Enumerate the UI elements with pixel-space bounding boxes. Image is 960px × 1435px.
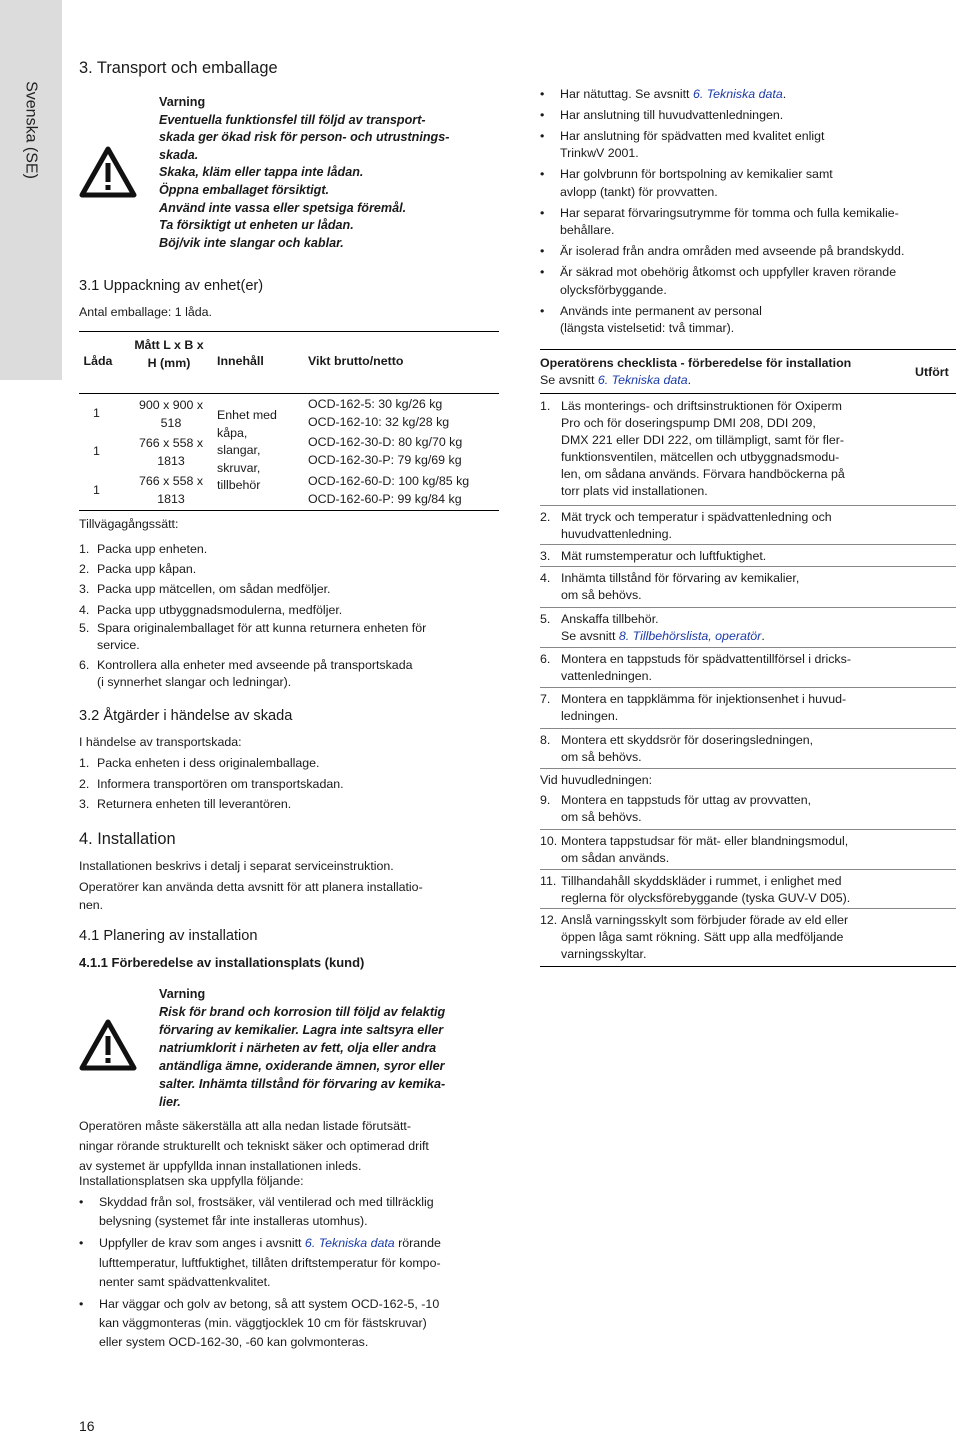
list-item: • Har golvbrunn för bortspolning av kemikalier samt avlopp (tankt) för provvatten.	[540, 166, 956, 201]
section-3-heading: 3. Transport och emballage	[79, 59, 278, 77]
section-4-1-1-heading: 4.1.1 Förberedelse av installationsplats (kund)	[79, 955, 365, 970]
header-dims: Mått L x B x H (mm)	[134, 338, 204, 370]
warning-text	[159, 94, 499, 252]
list-item: 2. Packa upp kåpan.	[79, 562, 197, 577]
section-6-link[interactable]: 6. Tekniska data	[597, 373, 688, 387]
list-item: • Används inte permanent av personal (längsta vistelsetid: två timmar).	[540, 303, 956, 338]
header-contents: Innehåll	[217, 354, 264, 368]
list-item: • Har nätuttag. Se avsnitt 6. Tekniska data.	[540, 86, 956, 104]
list-item: • Har anslutning till huvudvattenledningen.	[540, 107, 956, 125]
list-item: 5. Spara originalemballaget för att kunna returnera enheten för	[79, 620, 427, 635]
table-bottom-rule	[79, 510, 499, 511]
list-item: • Skyddad från sol, frostsäker, väl ventilerad och med tillräcklig belysning (systemet får inte installeras utomhus).	[79, 1193, 499, 1231]
row-box: 1	[93, 444, 100, 458]
list-item: 3. Packa upp mätcellen, om sådan medföljer.	[79, 582, 331, 597]
warning-line: Ta försiktigt ut enheten ur lådan.	[159, 218, 354, 233]
checklist-bottom-rule	[540, 966, 956, 967]
list-item-cont: service.	[97, 637, 140, 652]
header-weight: Vikt brutto/netto	[308, 354, 404, 368]
list-item: • Uppfyller de krav som anges i avsnitt 6. Tekniska data rörande lufttemperatur, luftfuktighet, tillåten driftstemperatur för kompo- nenter samt spädvattenkvalitet.	[79, 1234, 499, 1292]
list-item: 1. Packa enheten i dess originalemballage.	[79, 756, 320, 770]
row-dims: 900 x 900 x 518	[138, 398, 204, 430]
warning-line: antändliga ämne, oxiderande ämnen, syror eller	[159, 1059, 445, 1073]
warning-line: Skaka, kläm eller tappa inte lådan.	[159, 165, 364, 180]
warning-line: Böj/vik inte slangar och kablar.	[159, 235, 344, 250]
checklist-top-rule	[540, 349, 956, 350]
row-weight: OCD-162-30-P: 79 kg/69 kg	[308, 453, 462, 467]
row-weight: OCD-162-30-D: 80 kg/70 kg	[308, 435, 463, 449]
list-item: • Är isolerad från andra områden med avseende på brandskydd.	[540, 243, 956, 261]
requirements-list	[79, 1193, 499, 1356]
warning-text	[159, 985, 499, 1111]
row-weight: OCD-162-5: 30 kg/26 kg	[308, 397, 443, 411]
install-p2: Operatörer kan använda detta avsnitt för att planera installatio- nen.	[79, 880, 423, 912]
warning-line: Öppna emballaget försiktigt.	[159, 182, 330, 197]
damage-steps	[79, 753, 344, 815]
warning-triangle-icon	[79, 146, 137, 198]
warning-line: lier.	[159, 1095, 181, 1109]
table-header-rule	[79, 393, 499, 394]
header-box: Låda	[83, 354, 113, 368]
section-8-link[interactable]: 8. Tillbehörslista, operatör	[618, 629, 762, 643]
warning-line: natriumklorit i närheten av fett, olja eller andra	[159, 1041, 437, 1055]
warning-title: Varning	[159, 95, 206, 109]
section-6-link[interactable]: 6. Tekniska data	[304, 1236, 395, 1251]
operator-paragraph: Operatören måste säkerställa att alla nedan listade förutsätt- ningar rörande strukturellt och tekniskt säker och optimerad drift av systemet är uppfyllda innan installationen inleds.	[79, 1119, 429, 1174]
warning-line: Använd inte vassa eller spetsiga föremål.	[159, 200, 407, 215]
list-item: • Har separat förvaringsutrymme för tomma och fulla kemikalie- behållare.	[540, 205, 956, 240]
warning-title: Varning	[159, 987, 206, 1001]
list-item: • Har anslutning för spädvatten med kvalitet enligt TrinkwV 2001.	[540, 128, 956, 163]
section-3-1-heading: 3.1 Uppackning av enhet(er)	[79, 278, 264, 294]
warning-line: skada ger ökad risk för person- och utrustnings-	[159, 130, 450, 145]
requirements-intro: Installationsplatsen ska uppfylla följande:	[79, 1174, 304, 1188]
site-requirements-list	[540, 86, 956, 341]
section-6-link[interactable]: 6. Tekniska data	[692, 87, 783, 101]
install-p1: Installationen beskrivs i detalj i separat serviceinstruktion.	[79, 859, 394, 873]
row-weight: OCD-162-60-P: 99 kg/84 kg	[308, 492, 462, 506]
procedure-label: Tillvägagångssätt:	[79, 517, 179, 531]
checklist-subtitle: Se avsnitt 6. Tekniska data.	[540, 373, 692, 387]
section-4-1-heading: 4.1 Planering av installation	[79, 928, 258, 944]
table-top-rule	[79, 331, 499, 332]
row-box: 1	[93, 483, 100, 497]
list-item: 1. Packa upp enheten.	[79, 542, 208, 556]
warning-line: skada.	[159, 147, 199, 162]
warning-triangle-icon	[79, 1019, 137, 1071]
row-weight: OCD-162-10: 32 kg/28 kg	[308, 415, 450, 429]
done-column-label: Utfört	[915, 365, 949, 379]
row-weight: OCD-162-60-D: 100 kg/85 kg	[308, 474, 470, 488]
warning-line: salter. Inhämta tillstånd för förvaring av kemika-	[159, 1077, 446, 1091]
checklist-title: Operatörens checklista - förberedelse för installation	[540, 356, 852, 370]
table-header	[79, 336, 499, 396]
row-contents: Enhet med kåpa, slangar, skruvar, tillbehör	[217, 408, 277, 492]
section-4-heading: 4. Installation	[79, 830, 176, 848]
list-item: 4. Packa upp utbyggnadsmodulerna, medföljer.	[79, 602, 343, 617]
list-item: • Är säkrad mot obehörig åtkomst och uppfyller kraven rörande olycksförbyggande.	[540, 264, 956, 299]
list-item: • Har väggar och golv av betong, så att system OCD-162-5, -10 kan väggmonteras (min. väggtjocklek 10 cm för fästskruvar) eller system OCD-162-30, -60 kan golvmonteras.	[79, 1295, 499, 1353]
list-item: 3. Returnera enheten till leverantören.	[79, 797, 292, 812]
warning-line: Risk för brand och korrosion till följd av felaktig	[159, 1005, 446, 1019]
checklist-header-rule	[540, 393, 956, 394]
list-item-cont: (i synnerhet slangar och ledningar).	[97, 674, 292, 689]
row-box: 1	[93, 406, 100, 420]
damage-intro: I händelse av transportskada:	[79, 735, 242, 749]
language-side-tab	[0, 0, 62, 380]
list-item: 2. Informera transportören om transportskadan.	[79, 776, 344, 791]
unpack-steps	[79, 539, 499, 691]
row-dims: 766 x 558 x 1813	[138, 474, 204, 506]
section-3-2-heading: 3.2 Åtgärder i händelse av skada	[79, 708, 293, 724]
list-item: 6. Kontrollera alla enheter med avseende på transportskada	[79, 657, 413, 672]
side-tab-label: Svenska (SE)	[22, 81, 40, 179]
row-dims: 766 x 558 x 1813	[138, 436, 204, 468]
page-number: 16	[79, 1418, 95, 1434]
warning-line: förvaring av kemikalier. Lagra inte saltsyra eller	[159, 1023, 444, 1037]
warning-line: Eventuella funktionsfel till följd av transport-	[159, 112, 426, 127]
package-count: Antal emballage: 1 låda.	[79, 305, 212, 319]
